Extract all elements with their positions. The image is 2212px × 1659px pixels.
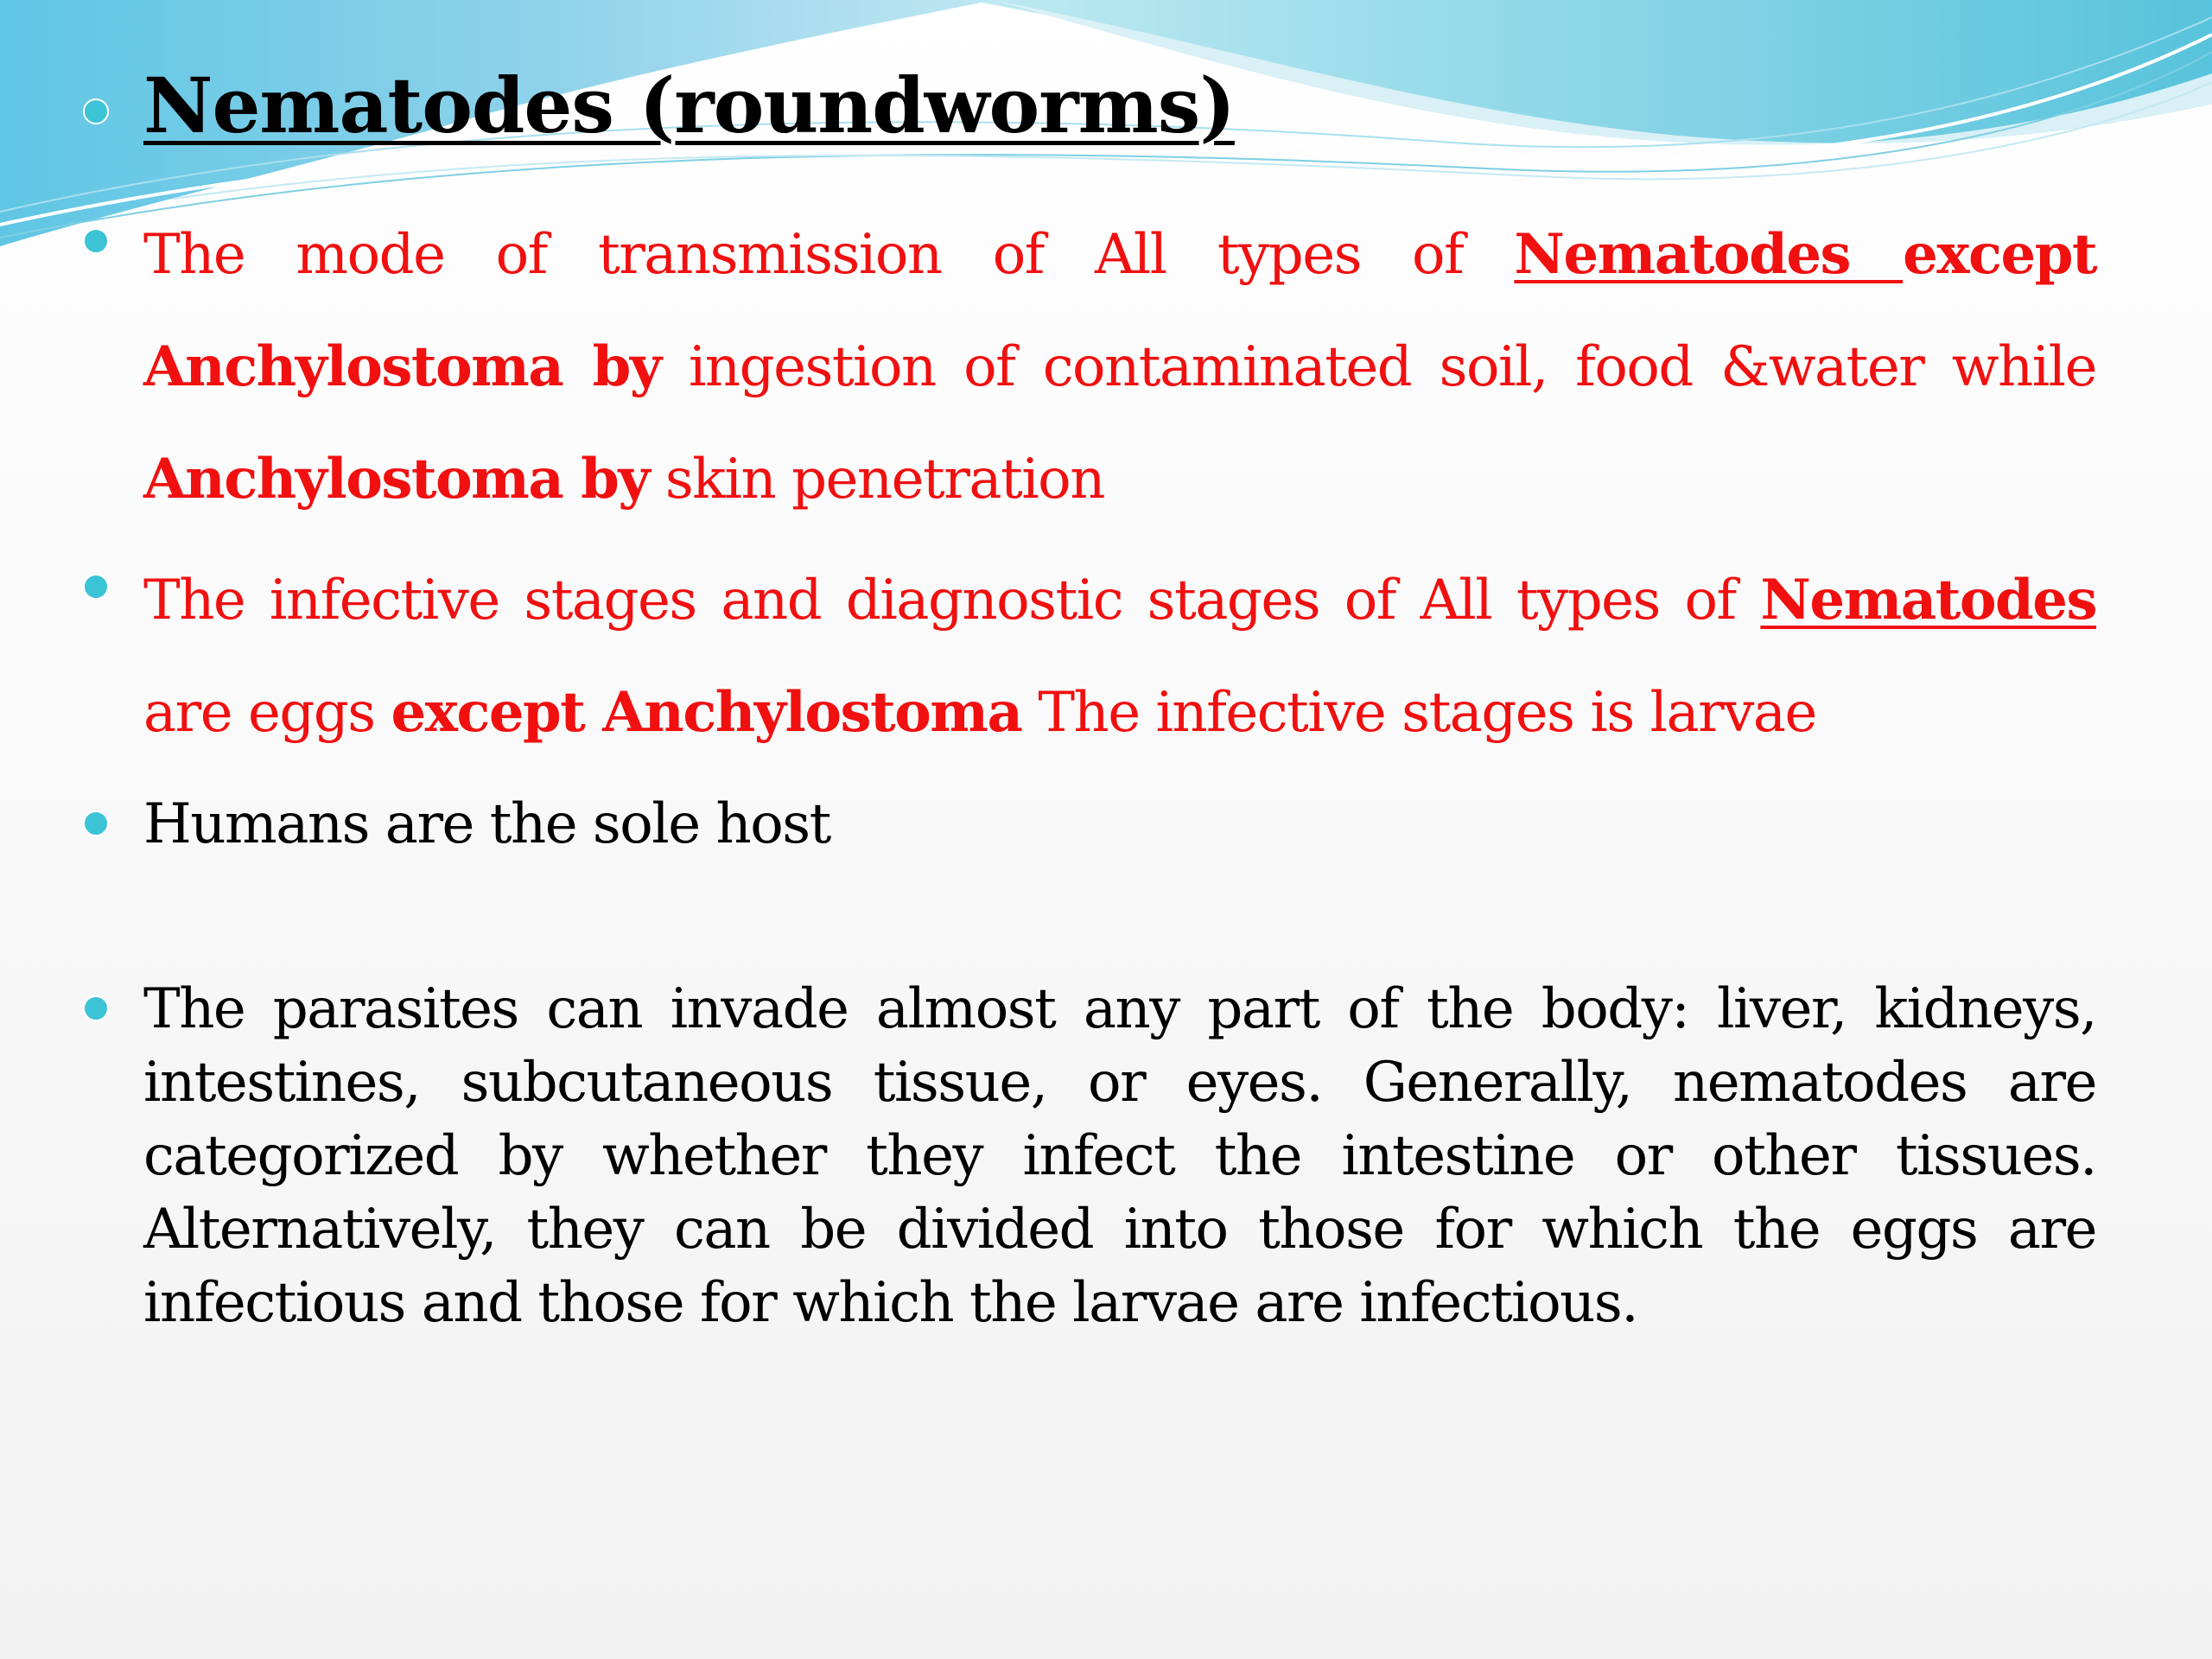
emphasis-except-anchylostoma: except Anchylostoma <box>391 680 1022 745</box>
text-run: skin penetration <box>649 448 1104 512</box>
text-run: ingestion of contaminated soil, food &water while <box>660 335 2097 399</box>
bullet-transmission <box>143 199 2096 536</box>
emphasis-nematodes: Nematodes <box>1760 568 2096 632</box>
emphasis-anchylostoma: Anchylostoma by <box>143 334 661 399</box>
text-run: are eggs <box>143 681 391 745</box>
text-run: The infective stages is larvae <box>1021 681 1816 745</box>
text-run: The infective stages and diagnostic stages of All types of <box>143 569 1761 632</box>
slide-title: Nematodes (roundworms) <box>143 60 1235 150</box>
bullet-dot-icon <box>83 574 109 600</box>
emphasis-except: except <box>1903 222 2097 287</box>
bullet-invasion: The parasites can invade almost any part of the body: liver, kidneys, intestines, subcutaneous tissue, or eyes. Generally, nematodes are categorized by whether they infect the intestine or other tissues. Alternatively, they can be divided into those for which the eggs are infectious and those for which the larvae are infectious. <box>143 977 2096 1335</box>
text-run: The mode of transmission of All types of <box>143 223 1515 287</box>
bullet-dot-icon <box>83 228 109 254</box>
bullet-dot-icon <box>83 810 109 836</box>
bullet-infective-stages <box>143 544 2096 769</box>
emphasis-nematodes: Nematodes <box>1514 222 1904 287</box>
emphasis-anchylostoma: Anchylostoma by <box>143 447 650 512</box>
bullet-sole-host: Humans are the sole host <box>143 792 830 856</box>
bullet-dot-icon <box>83 995 109 1021</box>
bullet-dot-icon <box>83 99 109 124</box>
